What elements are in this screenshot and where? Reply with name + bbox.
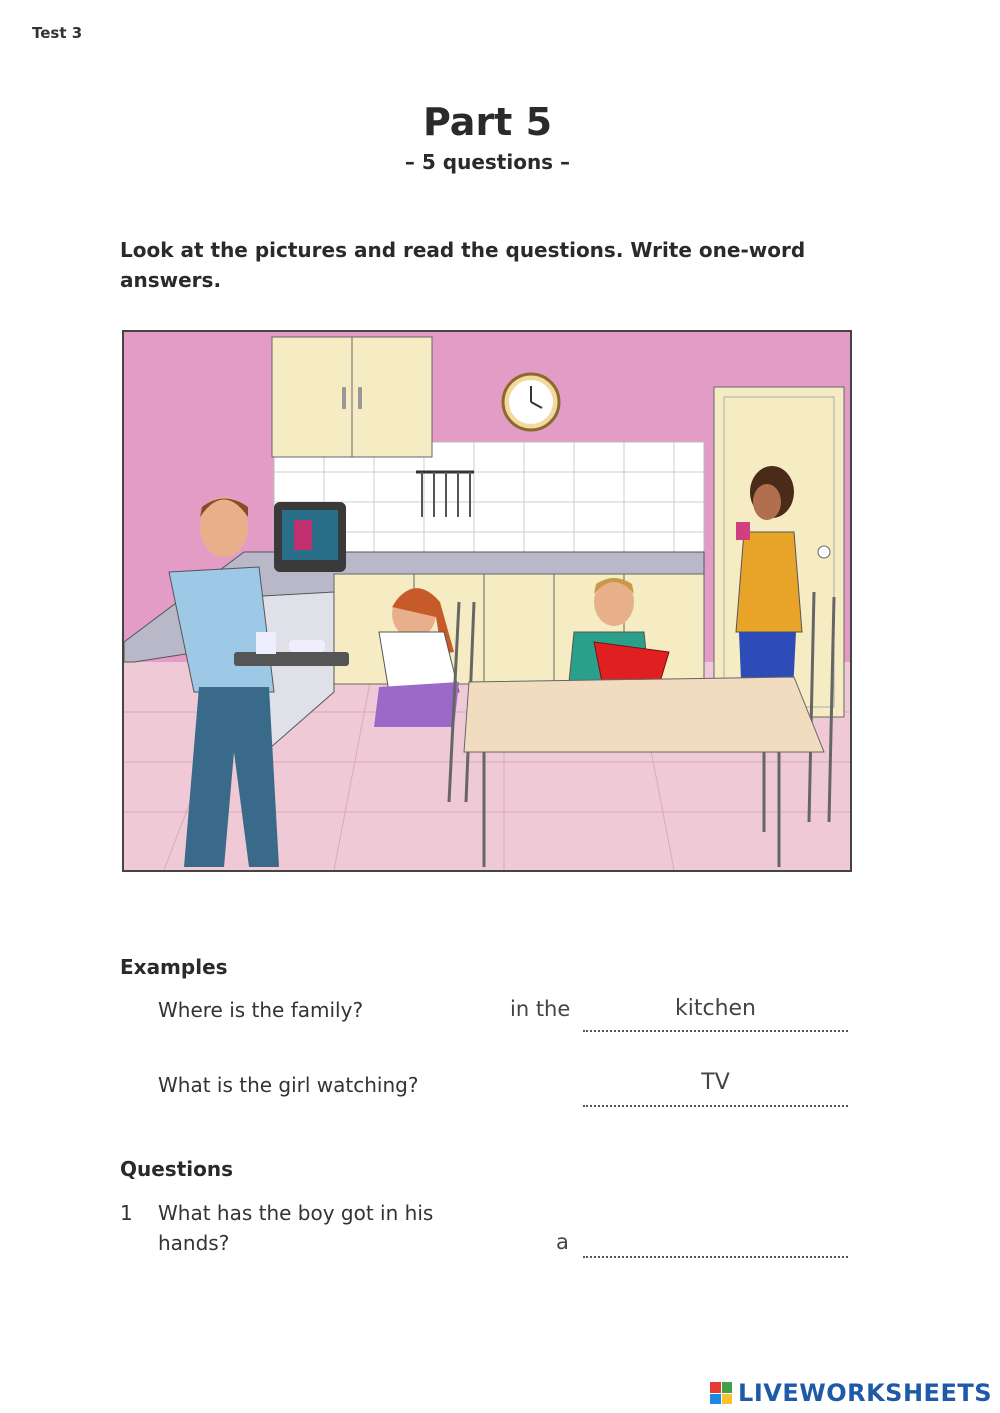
example-answer-2: TV: [701, 1070, 730, 1095]
example-prefix-1: in the: [510, 997, 571, 1021]
brand-name: LIVEWORKSHEETS: [738, 1379, 992, 1407]
part-subtitle: – 5 questions –: [404, 150, 571, 174]
question-number-1: 1: [120, 1201, 133, 1225]
instructions: Look at the pictures and read the questions. Write one-word answers.: [120, 238, 806, 292]
questions-heading: Questions: [120, 1157, 234, 1181]
example-answer-1: kitchen: [675, 996, 756, 1021]
examples-heading: Examples: [120, 955, 228, 979]
answer-line: [583, 1256, 848, 1258]
liveworksheets-logo-icon: [710, 1382, 732, 1404]
part-title: Part 5: [422, 100, 553, 144]
answer-line: [583, 1030, 848, 1032]
question-1-prefix: a: [556, 1230, 569, 1254]
kitchen-picture: [122, 330, 852, 872]
question-1-answer-input[interactable]: [583, 1222, 852, 1258]
answer-line: [583, 1105, 848, 1107]
test-label: Test 3: [32, 24, 83, 42]
example-question-1: Where is the family?: [158, 998, 364, 1022]
question-1-line-2: hands?: [158, 1231, 230, 1255]
example-question-2: What is the girl watching?: [158, 1073, 419, 1097]
question-1-line-1: What has the boy got in his: [158, 1201, 434, 1225]
brand-footer[interactable]: [710, 1379, 992, 1407]
